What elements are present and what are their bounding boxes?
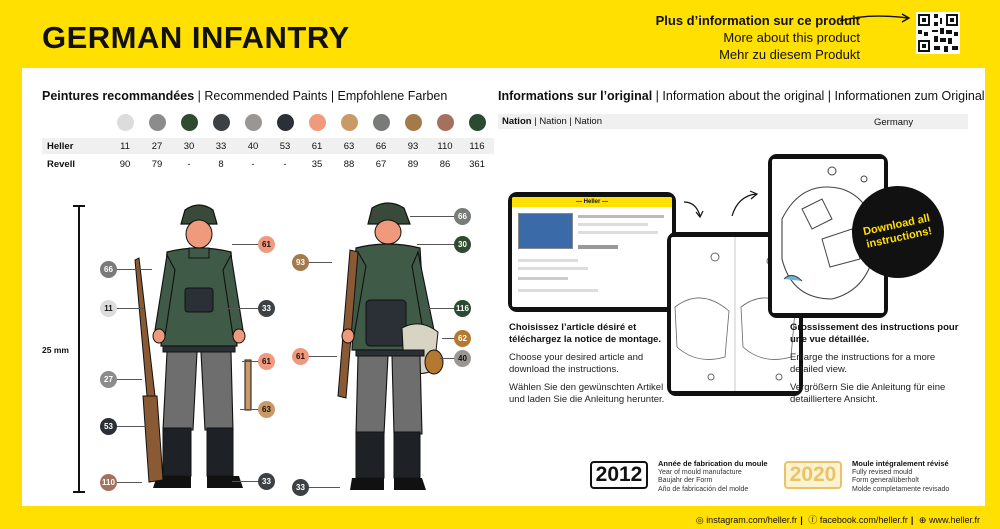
info-en: More about this product bbox=[723, 30, 860, 45]
nation-row bbox=[498, 114, 968, 129]
paint-row-heller bbox=[42, 138, 494, 154]
paint-code-heller: 110 bbox=[437, 141, 453, 152]
paint-row-label: Revell bbox=[47, 159, 75, 170]
paint-code-revell: 88 bbox=[343, 159, 355, 170]
color-callout-chip: 66 bbox=[100, 261, 117, 278]
paint-swatch bbox=[405, 114, 422, 131]
revised-year-text: Moule intégralement révisé Fully revised mould Form generalüberholt Molde completamente revisado bbox=[852, 459, 950, 493]
paint-code-revell: 89 bbox=[407, 159, 419, 170]
paint-code-heller: 116 bbox=[469, 141, 485, 152]
paint-code-heller: 11 bbox=[120, 141, 130, 152]
page-title: GERMAN INFANTRY bbox=[42, 20, 350, 55]
paint-code-heller: 66 bbox=[375, 141, 387, 152]
color-callout-chip: 33 bbox=[292, 479, 309, 496]
paint-code-heller: 30 bbox=[183, 141, 195, 152]
color-callout-chip: 61 bbox=[258, 236, 275, 253]
paint-row-revell bbox=[42, 156, 494, 172]
color-callout-chip: 116 bbox=[454, 300, 471, 317]
paint-code-revell: 35 bbox=[311, 159, 323, 170]
globe-icon: ⊕ bbox=[918, 515, 927, 525]
color-callout-chip: 93 bbox=[292, 254, 309, 271]
paint-swatch bbox=[149, 114, 166, 131]
color-callout-chip: 53 bbox=[100, 418, 117, 435]
facebook-icon: ⓕ bbox=[808, 515, 818, 525]
website-link[interactable]: www.heller.fr bbox=[928, 515, 980, 525]
qr-code-icon bbox=[916, 12, 960, 54]
scale-tick-bottom bbox=[73, 491, 85, 493]
color-callout-chip: 61 bbox=[258, 353, 275, 370]
paint-code-revell: 361 bbox=[469, 159, 485, 170]
tablet-product-page bbox=[508, 192, 676, 312]
color-callout-chip: 27 bbox=[100, 371, 117, 388]
paints-title-de: Empfohlene Farben bbox=[337, 89, 448, 103]
paint-swatch bbox=[437, 114, 454, 131]
color-callout-chip: 62 bbox=[454, 330, 471, 347]
content-panel bbox=[22, 68, 985, 506]
arrow-icon bbox=[730, 190, 760, 220]
paint-code-heller: 27 bbox=[151, 141, 163, 152]
paint-swatch bbox=[469, 114, 486, 131]
arrow-icon bbox=[682, 198, 706, 222]
color-callout-chip: 61 bbox=[292, 348, 309, 365]
qr-code[interactable] bbox=[916, 12, 960, 54]
info-fr: Plus d’information sur ce produit bbox=[655, 13, 860, 28]
paints-title-fr: Peintures recommandées bbox=[42, 89, 195, 103]
paint-row-label: Heller bbox=[47, 141, 74, 152]
paint-code-revell: - bbox=[251, 159, 255, 170]
paint-code-heller: 93 bbox=[407, 141, 419, 152]
color-callout-chip: 40 bbox=[454, 350, 471, 367]
paint-code-revell: 79 bbox=[151, 159, 163, 170]
manufacture-year-text: Année de fabrication du moule Year of mould manufacture Baujahr der Form Año de fabricación del molde bbox=[658, 459, 768, 493]
social-footer: ◎ instagram.com/heller.fr | ⓕ facebook.com/heller.fr | ⊕ www.heller.fr bbox=[695, 515, 980, 525]
nation-value: Germany bbox=[874, 117, 914, 128]
paint-swatch bbox=[341, 114, 358, 131]
color-callout-chip: 63 bbox=[258, 401, 275, 418]
paint-code-heller: 40 bbox=[247, 141, 259, 152]
color-callout-chip: 110 bbox=[100, 474, 117, 491]
paint-code-heller: 63 bbox=[343, 141, 355, 152]
paint-code-heller: 53 bbox=[279, 141, 291, 152]
paint-code-revell: 90 bbox=[119, 159, 131, 170]
original-title-fr: Informations sur l’original bbox=[498, 89, 653, 103]
paint-code-heller: 61 bbox=[311, 141, 323, 152]
paint-code-revell: 8 bbox=[218, 159, 224, 170]
manufacture-year-badge: 2012 bbox=[590, 461, 648, 489]
revised-year-badge: 2020 bbox=[784, 461, 842, 489]
scale-bar bbox=[78, 206, 80, 492]
heller-logo: — Heller — bbox=[512, 197, 672, 207]
original-info-title: Informations sur l’original | Information about the original | Informationen zum Original bbox=[498, 89, 985, 103]
paint-swatch bbox=[245, 114, 262, 131]
product-info-text bbox=[656, 12, 860, 63]
facebook-link[interactable]: facebook.com/heller.fr bbox=[819, 515, 908, 525]
paint-swatch bbox=[213, 114, 230, 131]
instagram-icon: ◎ bbox=[695, 515, 704, 525]
download-badge-text: Download all instructions! bbox=[862, 212, 934, 251]
paint-swatch bbox=[309, 114, 326, 131]
paint-code-revell: - bbox=[187, 159, 191, 170]
nation-label: Nation | Nation | Nation bbox=[502, 116, 602, 127]
color-callout-chip: 66 bbox=[454, 208, 471, 225]
paint-code-revell: 86 bbox=[439, 159, 451, 170]
color-callout-chip: 11 bbox=[100, 300, 117, 317]
info-de: Mehr zu diesem Produkt bbox=[719, 47, 860, 62]
paints-title-en: Recommended Paints bbox=[204, 89, 328, 103]
original-title-en: Information about the original bbox=[662, 89, 825, 103]
paint-code-revell: 67 bbox=[375, 159, 387, 170]
color-callout-chip: 30 bbox=[454, 236, 471, 253]
step-choose-article: Choisissez l’article désiré et téléchargez la notice de montage. Choose your desired article and download the instructions. Wählen Sie den gewünschten Artikel und laden Sie die Anleitung herunter. bbox=[509, 322, 665, 405]
paint-code-heller: 33 bbox=[215, 141, 227, 152]
instagram-link[interactable]: instagram.com/heller.fr bbox=[706, 515, 798, 525]
paint-code-revell: - bbox=[283, 159, 287, 170]
color-callout-chip: 33 bbox=[258, 300, 275, 317]
arrow-right-icon bbox=[838, 11, 912, 25]
scale-tick-top bbox=[73, 205, 85, 207]
paint-swatch bbox=[181, 114, 198, 131]
paints-title: Peintures recommandées | Recommended Paints | Empfohlene Farben bbox=[42, 89, 448, 103]
scale-label: 25 mm bbox=[42, 345, 69, 355]
original-title-de: Informationen zum Original bbox=[834, 89, 985, 103]
paint-swatch bbox=[373, 114, 390, 131]
step-enlarge-instructions: Grossissement des instructions pour une vue détaillée. Enlarge the instructions for a more detailed view. Vergrößern Sie die Anleitung für eine detailliertere Ansicht. bbox=[790, 322, 959, 405]
paint-swatch bbox=[117, 114, 134, 131]
color-callout-chip: 33 bbox=[258, 473, 275, 490]
paint-swatch bbox=[277, 114, 294, 131]
